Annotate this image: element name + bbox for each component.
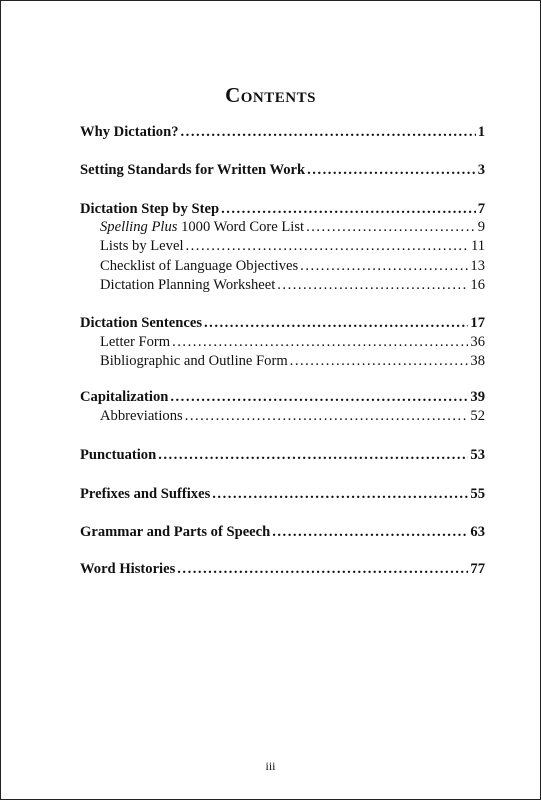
toc-entry-label: Grammar and Parts of Speech [80, 524, 271, 540]
toc-subentry-letter-form [100, 333, 485, 351]
toc-subentry-abbreviations [100, 407, 485, 425]
toc-subentry-checklist [100, 257, 485, 275]
toc-entry-label: Why Dictation? [80, 124, 179, 140]
toc-entry-page: 55 [470, 486, 485, 502]
toc-entry-page: 17 [470, 315, 485, 331]
leader-dots [177, 560, 468, 578]
leader-dots [181, 123, 476, 141]
leader-dots [221, 200, 476, 218]
toc-entry-punctuation [80, 446, 485, 464]
toc-subentry-bibliographic [100, 352, 485, 370]
toc-entry-capitalization [80, 388, 485, 406]
toc-entry-label: Lists by Level [100, 238, 184, 254]
leader-dots [306, 218, 476, 236]
page-title: Contents [225, 83, 316, 107]
toc-entry-label: Dictation Planning Worksheet [100, 277, 276, 293]
toc-entry-page: 53 [470, 447, 485, 463]
toc-entry-label: Setting Standards for Written Work [80, 162, 306, 178]
toc-entry-prefixes-suffixes [80, 485, 485, 503]
toc-entry-label: Dictation Sentences [80, 315, 203, 331]
leader-dots [307, 161, 476, 179]
toc-entry-label: Checklist of Language Objectives [100, 258, 299, 274]
toc-entry-label [100, 218, 304, 236]
toc-entry-page: 16 [470, 277, 485, 293]
toc-entry-label: Dictation Step by Step [80, 201, 220, 217]
toc-entry-page: 3 [477, 162, 485, 178]
leader-dots [212, 485, 468, 503]
toc-entry-label: Punctuation [80, 447, 157, 463]
toc-entry-setting-standards [80, 161, 485, 179]
toc-entry-word-histories [80, 560, 485, 578]
leader-dots [186, 237, 469, 255]
leader-dots [170, 388, 468, 406]
toc-entry-page: 11 [470, 238, 485, 254]
toc-entry-page: 63 [470, 524, 485, 540]
toc-entry-page: 77 [470, 561, 485, 577]
leader-dots [158, 446, 468, 464]
leader-dots [172, 333, 468, 351]
toc-entry-label: Word Histories [80, 561, 176, 577]
toc-subentry-core-list [100, 218, 485, 236]
toc-entry-page: 36 [470, 334, 485, 350]
toc-entry-page: 7 [477, 201, 485, 217]
page-number: iii [265, 759, 276, 773]
toc-subentry-lists-by-level [100, 237, 485, 255]
leader-dots [185, 407, 469, 425]
toc-entry-page: 52 [470, 408, 485, 424]
toc-entry-page: 13 [470, 258, 485, 274]
toc-entry-label: Bibliographic and Outline Form [100, 353, 288, 369]
toc-entry-label: Capitalization [80, 389, 169, 405]
toc-entry-grammar [80, 523, 485, 541]
leader-dots [277, 276, 468, 294]
toc-entry-label: Prefixes and Suffixes [80, 486, 211, 502]
toc-entry-label-italic: Spelling Plus [100, 219, 178, 235]
toc-entry-label: Letter Form [100, 334, 171, 350]
toc-subentry-planning-worksheet [100, 276, 485, 294]
leader-dots [290, 352, 469, 370]
leader-dots [300, 257, 468, 275]
toc-entry-page: 1 [477, 124, 485, 140]
leader-dots [272, 523, 468, 541]
toc-entry-dictation-step-by-step [80, 200, 485, 218]
toc-entry-dictation-sentences [80, 314, 485, 332]
toc-entry-why-dictation [80, 123, 485, 141]
toc-entry-page: 39 [470, 389, 485, 405]
toc-entry-label-rest: 1000 Word Core List [177, 219, 305, 235]
toc-entry-page: 38 [470, 353, 485, 369]
leader-dots [204, 314, 468, 332]
toc-entry-page: 9 [477, 219, 485, 235]
toc-entry-label: Abbreviations [100, 408, 183, 424]
